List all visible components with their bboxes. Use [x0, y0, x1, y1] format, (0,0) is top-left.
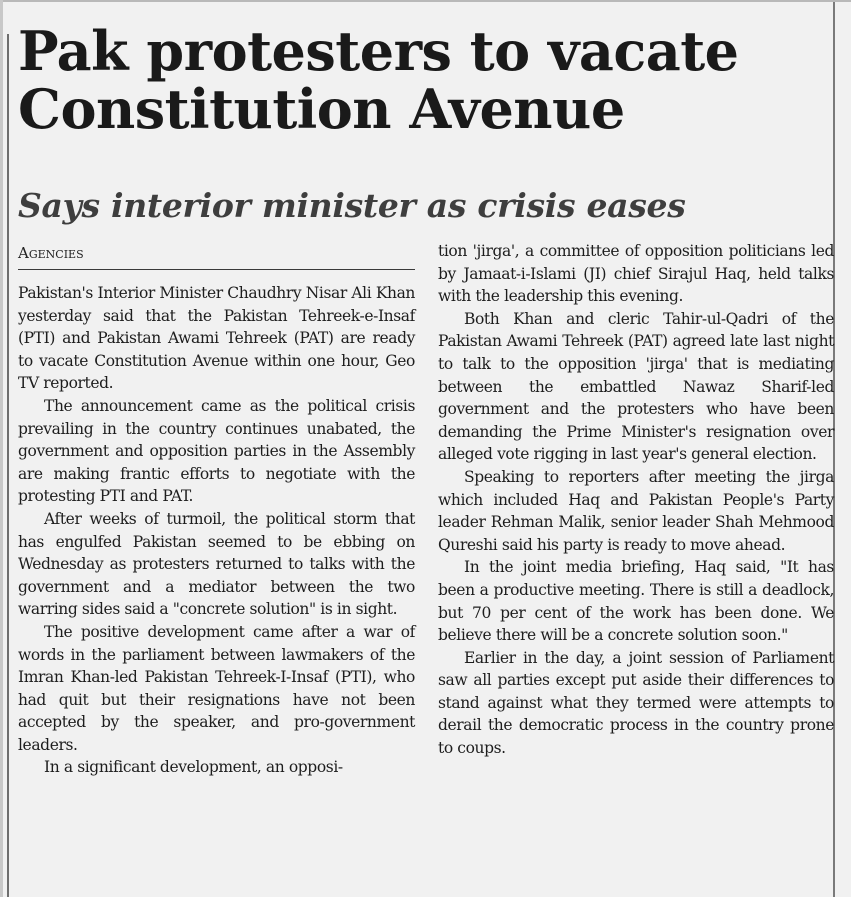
paragraph: tion 'jirga', a committee of opposition politicians led by Jamaat-i-Islami (JI) chief Sirajul Haq, held talks with the leadership this evening.: [438, 242, 834, 306]
page-left-edge: [0, 0, 3, 897]
paragraph: Both Khan and cleric Tahir-ul-Qadri of the Pakistan Awami Tehreek (PAT) agreed late last night to talk to the opposition 'jirga' that is mediating between the embattled Nawaz Sharif-led government and the protesters who have been demanding the Prime Minister's resignation over alleged vote rigging in last year's general election.: [438, 309, 834, 464]
column-rule-left: [7, 34, 9, 897]
subheadline: Says interior minister as crisis eases: [18, 186, 686, 225]
paragraph: In a significant development, an opposi-: [44, 758, 343, 777]
paragraph: The announcement came as the political crisis prevailing in the country continues unabated, the government and opposition parties in the Assembly are making frantic efforts to negotiate with the protesting PTI and PAT.: [18, 396, 415, 506]
paragraph: After weeks of turmoil, the political storm that has engulfed Pakistan seemed to be ebbing on Wednesday as protesters returned to talks with the government and a mediator between the two warring sides said a "concrete solution" is in sight.: [18, 509, 415, 619]
paragraph: In the joint media briefing, Haq said, "It has been a productive meeting. There is still a deadlock, but 70 per cent of the work has been done. We believe there will be a concrete solution soon.": [438, 558, 834, 645]
article-column-2: [438, 240, 834, 760]
paragraph: The positive development came after a war of words in the parliament between lawmakers of the Imran Khan-led Pakistan Tehreek-I-Insaf (PTI), who had quit but their resignations have not been accepted by the speaker, and pro-government leaders.: [18, 622, 415, 754]
byline: Agencies: [18, 244, 84, 262]
paragraph: Earlier in the day, a joint session of Parliament saw all parties except put aside their differences to stand against what they termed were attempts to derail the democratic process in the country prone to coups.: [438, 648, 834, 758]
paragraph: Pakistan's Interior Minister Chaudhry Nisar Ali Khan yesterday said that the Pakistan Tehreek-e-Insaf (PTI) and Pakistan Awami Tehreek (PAT) are ready to vacate Constitution Avenue within one hour, Geo TV reported.: [18, 284, 416, 393]
article-column-1: [18, 282, 415, 779]
headline: Pak protesters to vacate Constitution Avenue: [18, 19, 739, 141]
paragraph: Speaking to reporters after meeting the jirga which included Haq and Pakistan People's Party leader Rehman Malik, senior leader Shah Mehmood Qureshi said his party is ready to move ahead.: [438, 467, 834, 554]
byline-rule: [18, 269, 415, 270]
page-top-edge: [0, 0, 851, 2]
